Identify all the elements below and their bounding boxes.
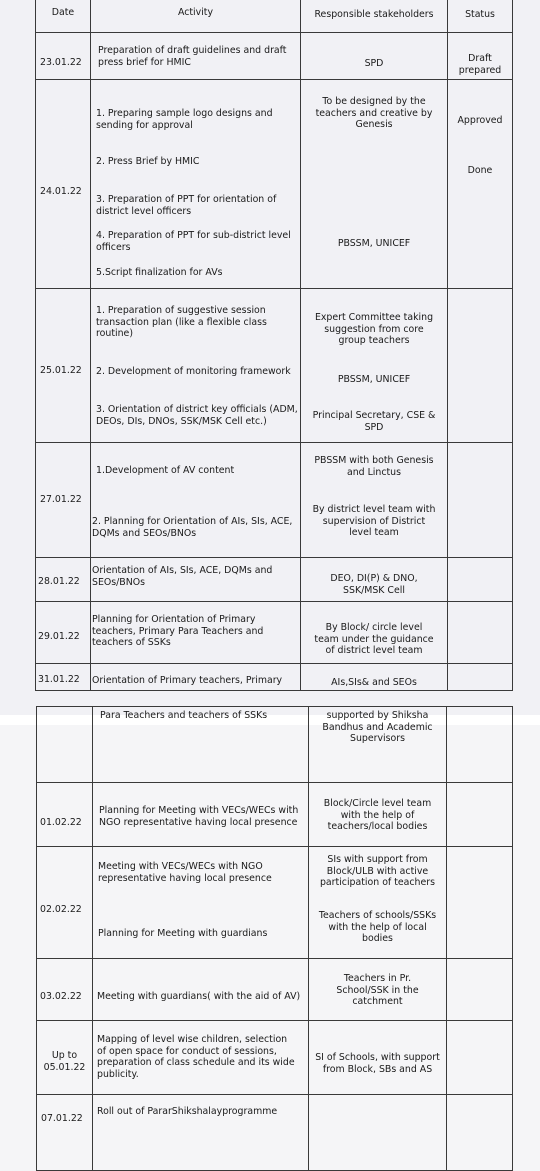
activity-script-finalization: 5.Script finalization for AVs (96, 267, 223, 278)
header-date: Date (51, 7, 75, 18)
responsible-deo-dip-dno: DEO, DI(P) & DNO, SSK/MSK Cell (330, 573, 418, 596)
header-activity: Activity (177, 7, 214, 18)
date-24-01-22: 24.01.22 (40, 186, 82, 197)
activity-draft-guidelines: Preparation of draft guidelines and draft press brief for HMIC (98, 45, 287, 68)
activity-ppt-district: 3. Preparation of PPT for orientation of district level officers (96, 194, 277, 217)
activity-planning-guardians: Planning for Meeting with guardians (98, 928, 268, 939)
activity-planning-vecs-wecs: Planning for Meeting with VECs/WECs with NGO representative having local presence (99, 805, 299, 828)
activity-orientation-primary-teachers: Orientation of Primary teachers, Primary (92, 675, 283, 686)
responsible-pbssm-genesis-linctus: PBSSM with both Genesis and Linctus (314, 455, 434, 478)
activity-meeting-vecs-wecs: Meeting with VECs/WECs with NGO representative having local presence (98, 861, 272, 884)
responsible-spd: SPD (364, 58, 384, 69)
activity-planning-orientation-ais: 2. Planning for Orientation of AIs, SIs, ACE, DQMs and SEOs/BNOs (92, 516, 293, 539)
responsible-block-circle-teachers: Block/Circle level team with the help of teachers/local bodies (323, 798, 432, 832)
activity-planning-orientation-primary: Planning for Orientation of Primary teachers, Primary Para Teachers and teachers of SSKs (92, 614, 264, 648)
responsible-district-team: By district level team with supervision of District level team (312, 504, 436, 538)
responsible-ais-sis-seos: AIs,SIs& and SEOs (331, 677, 417, 688)
document-page-2 (0, 725, 540, 1170)
header-responsible: Responsible stakeholders (314, 9, 434, 20)
date-29-01-22: 29.01.22 (38, 631, 80, 642)
responsible-teachers-catchment: Teachers in Pr. School/SSK in the catchment (336, 973, 419, 1007)
activity-meeting-guardians: Meeting with guardians( with the aid of AV) (97, 991, 301, 1002)
activity-ppt-subdistrict: 4. Preparation of PPT for sub-district level officers (96, 230, 291, 253)
responsible-block-circle-team: By Block/ circle level team under the guidance of district level team (314, 622, 434, 656)
responsible-principal-secretary: Principal Secretary, CSE & SPD (312, 410, 436, 433)
date-07-01-22: 07.01.22 (41, 1113, 83, 1124)
activity-para-teachers-cont: Para Teachers and teachers of SSKs (100, 710, 268, 721)
date-25-01-22: 25.01.22 (40, 365, 82, 376)
status-done: Done (467, 165, 493, 176)
activity-orientation-key-officials: 3. Orientation of district key officials (ADM, DEOs, DIs, DNOs, SSK/MSK Cell etc.) (96, 404, 298, 427)
activity-orientation-ais: Orientation of AIs, SIs, ACE, DQMs and SEOs/BNOs (92, 565, 273, 588)
status-approved: Approved (457, 115, 503, 126)
date-27-01-22: 27.01.22 (40, 494, 82, 505)
responsible-teachers-schools-ssks: Teachers of schools/SSKs with the help of local bodies (318, 910, 437, 944)
date-upto-05-01-22: Up to 05.01.22 (43, 1050, 86, 1073)
date-01-02-22: 01.02.22 (40, 817, 82, 828)
status-draft-prepared: Draft prepared (458, 53, 502, 76)
responsible-expert-committee: Expert Committee taking suggestion from core group teachers (314, 312, 434, 346)
activity-session-plan: 1. Preparation of suggestive session transaction plan (like a flexible class routine) (96, 305, 267, 339)
date-02-02-22: 02.02.22 (40, 904, 82, 915)
date-23-01-22: 23.01.22 (40, 57, 82, 68)
responsible-pbssm-unicef-2: PBSSM, UNICEF (337, 374, 411, 385)
activity-logo-designs: 1. Preparing sample logo designs and sending for approval (96, 108, 273, 131)
responsible-teachers-genesis: To be designed by the teachers and creative by Genesis (315, 96, 433, 130)
header-status: Status (465, 9, 495, 20)
responsible-shiksha-bandhus: supported by Shiksha Bandhus and Academic Supervisors (322, 710, 433, 744)
activity-mapping-children: Mapping of level wise children, selection of open space for conduct of sessions, preparation of class schedule and its wide publicity. (97, 1034, 295, 1080)
activity-roll-out: Roll out of PararShikshalayprogramme (97, 1106, 278, 1117)
activity-av-content: 1.Development of AV content (96, 465, 235, 476)
activity-press-brief: 2. Press Brief by HMIC (96, 156, 200, 167)
responsible-pbssm-unicef-1: PBSSM, UNICEF (337, 238, 411, 249)
activity-monitoring-framework: 2. Development of monitoring framework (96, 366, 291, 377)
responsible-si-schools: SI of Schools, with support from Block, SBs and AS (315, 1052, 440, 1075)
date-31-01-22: 31.01.22 (38, 674, 80, 685)
responsible-sis-block-ulb: SIs with support from Block/ULB with active participation of teachers (319, 854, 436, 888)
date-03-02-22: 03.02.22 (40, 991, 82, 1002)
date-28-01-22: 28.01.22 (38, 576, 80, 587)
